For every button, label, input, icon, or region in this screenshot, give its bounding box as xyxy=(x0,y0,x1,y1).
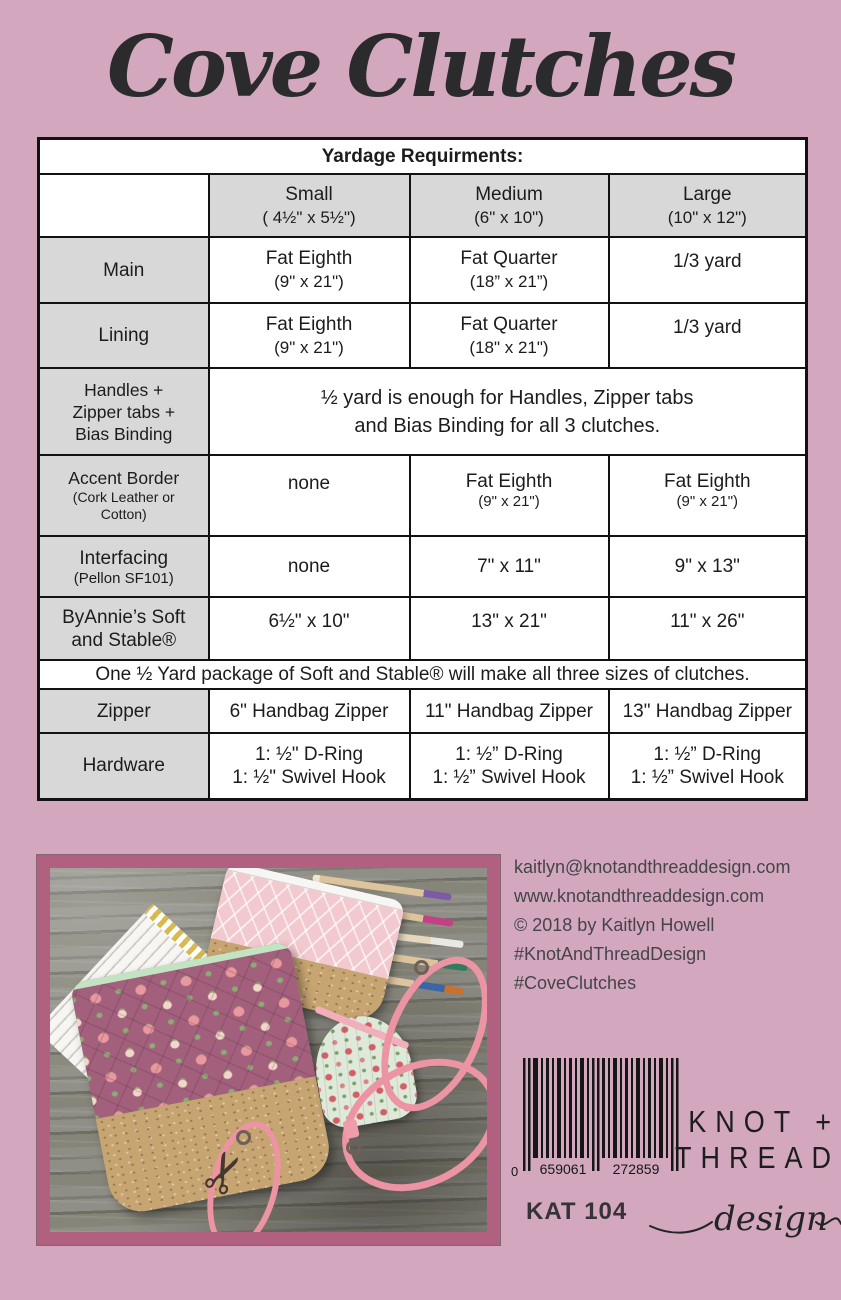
hashtag-pattern: #CoveClutches xyxy=(514,973,637,993)
yardage-table xyxy=(37,137,808,801)
row-accent: Accent Border (Cork Leather or Cotton) none Fat Eighth (9" x 21") Fat Eighth (9" x 21") xyxy=(39,455,807,536)
contact-email: kaitlyn@knotandthreaddesign.com xyxy=(514,857,791,877)
size-header-row xyxy=(39,174,807,237)
hashtag-brand: #KnotAndThreadDesign xyxy=(514,944,707,964)
barcode-digits-left: 659061 xyxy=(539,1161,587,1177)
row-label-handles: Handles + Zipper tabs + Bias Binding xyxy=(39,368,209,455)
table-title: Yardage Requirments: xyxy=(39,139,807,175)
swivel-hook xyxy=(414,960,429,975)
row-handles xyxy=(39,368,807,455)
page-title: Cove Clutches xyxy=(107,17,734,116)
brand-line-2: THREAD xyxy=(674,1141,840,1175)
col-small: Small ( 4½" x 5½") xyxy=(209,174,410,237)
col-medium: Medium (6" x 10") xyxy=(410,174,609,237)
brand-logo xyxy=(648,1102,840,1251)
row-label-main: Main xyxy=(39,237,209,303)
col-large: Large (10" x 12") xyxy=(609,174,807,237)
handles-merged-cell: ½ yard is enough for Handles, Zipper tabs and Bias Binding for all 3 clutches. xyxy=(209,368,807,455)
row-interfacing: Interfacing (Pellon SF101) none 7" x 11" 9" x 13" xyxy=(39,536,807,597)
row-label-interfacing: Interfacing (Pellon SF101) xyxy=(39,536,209,597)
barcode-digits-right: 272859 xyxy=(612,1161,660,1177)
row-label-lining: Lining xyxy=(39,303,209,368)
contact-website: www.knotandthreaddesign.com xyxy=(514,886,765,906)
row-label-hardware: Hardware xyxy=(39,733,209,799)
row-label-accent: Accent Border (Cork Leather or Cotton) xyxy=(39,455,209,536)
row-hardware: Hardware 1: ½" D-Ring 1: ½" Swivel Hook 1: ½” D-Ring 1: ½” Swivel Hook 1: ½” D-Ring 1: ½” Swivel Hook xyxy=(39,733,807,799)
row-byannies: ByAnnie’s Soft and Stable® 6½" x 10" 13" x 21" 11" x 26" xyxy=(39,597,807,660)
swivel-hook xyxy=(346,1140,361,1155)
copyright-line: © 2018 by Kaitlyn Howell xyxy=(514,915,715,935)
brand-script-word: design xyxy=(714,1199,828,1239)
soft-and-stable-note: One ½ Yard package of Soft and Stable® will make all three sizes of clutches. xyxy=(39,660,807,689)
barcode-lead-digit: 0 xyxy=(511,1164,519,1179)
row-main: Main Fat Eighth (9" x 21") Fat Quarter (18” x 21”) 1/3 yard xyxy=(39,237,807,303)
contact-block xyxy=(514,853,839,998)
scissors: ✂ xyxy=(187,1139,262,1207)
table-title-row xyxy=(39,139,807,175)
corner-cell xyxy=(39,174,209,237)
brand-script xyxy=(648,1180,841,1246)
row-note xyxy=(39,660,807,689)
row-label-byannies: ByAnnie’s Soft and Stable® xyxy=(39,597,209,660)
row-lining: Lining Fat Eighth (9" x 21") Fat Quarter (18" x 21") 1/3 yard xyxy=(39,303,807,368)
row-label-zipper: Zipper xyxy=(39,689,209,733)
swivel-hook xyxy=(236,1130,251,1145)
photo-frame xyxy=(37,855,500,1245)
brand-line-1: KNOT + xyxy=(688,1105,840,1139)
row-zipper: Zipper 6" Handbag Zipper 11" Handbag Zipper 13" Handbag Zipper xyxy=(39,689,807,733)
item-code: KAT 104 xyxy=(526,1198,628,1225)
product-photo xyxy=(50,868,487,1232)
